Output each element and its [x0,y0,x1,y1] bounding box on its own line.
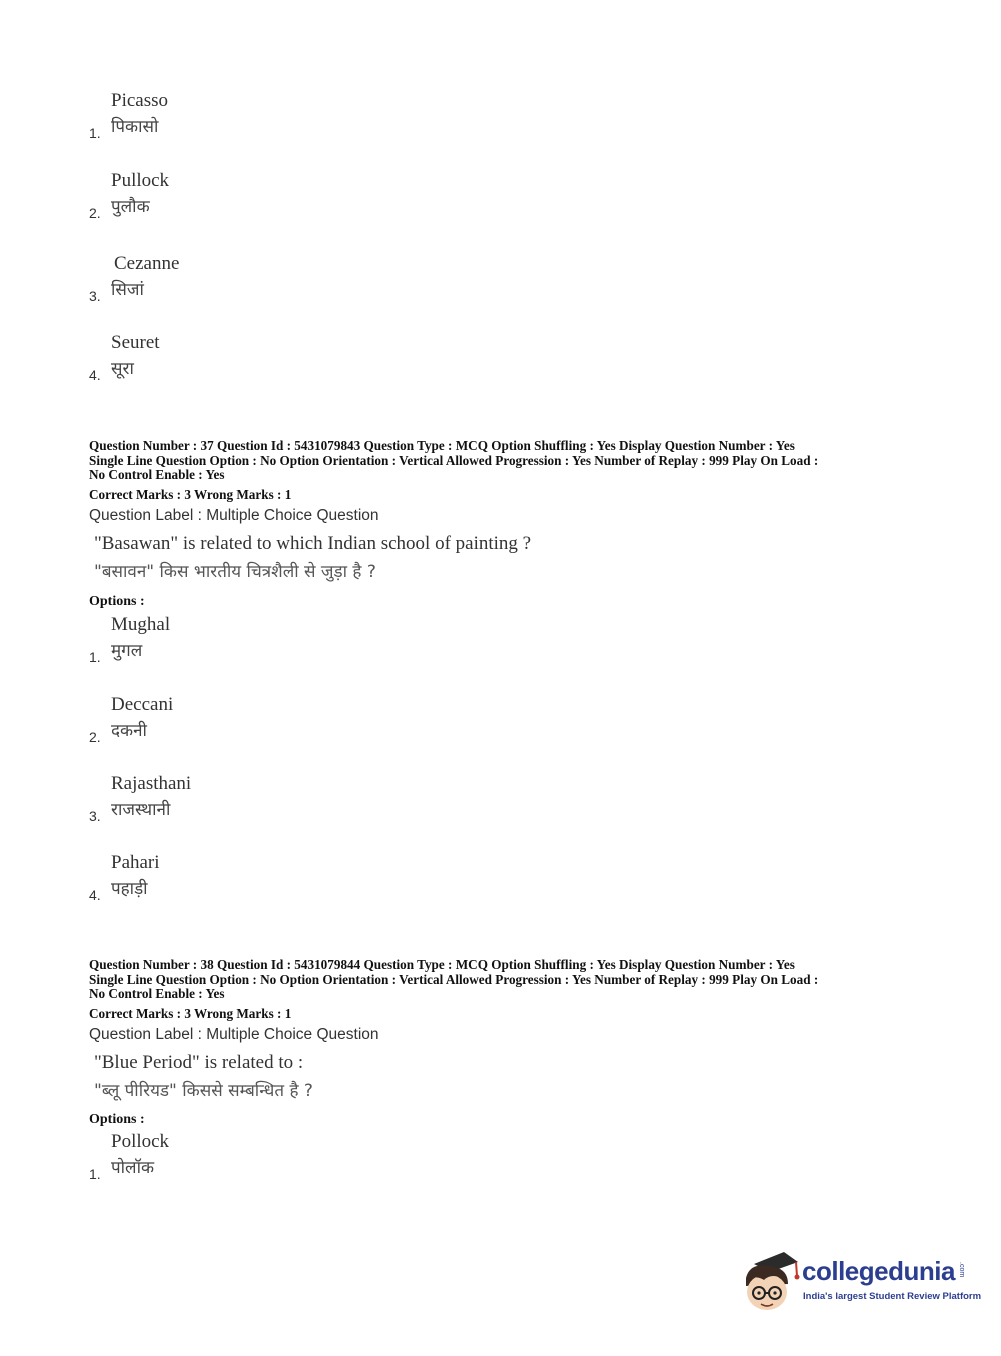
option-text-hi: पोलॉक [111,1158,155,1178]
option-text-en: Cezanne [114,253,180,274]
logo-name: collegedunia [802,1256,955,1286]
option-text-hi: पहाड़ी [111,879,148,899]
option-number: 4. [89,887,101,903]
option-number: 1. [89,1166,101,1182]
option-text-en: Pollock [111,1131,170,1152]
option-number: 3. [89,808,101,824]
option-text-hi: पुलौक [111,197,150,217]
option-item [89,694,489,764]
option-text-hi: मुगल [111,641,143,661]
option-text-en: Rajasthani [111,773,192,794]
option-item [89,332,489,402]
option-text-en: Mughal [111,614,171,635]
option-number: 1. [89,649,101,665]
question-meta [89,958,919,1002]
meta-line: Question Number : 38 Question Id : 5431079844 Question Type : MCQ Option Shuffling : Yes Display Question Number : Yes [89,957,795,972]
question-text-hi: "ब्लू पीरियड" किससे सम्बन्धित है ? [94,1081,313,1101]
question-label: Question Label : Multiple Choice Question [89,1026,379,1043]
meta-line: Single Line Question Option : No Option Orientation : Vertical Allowed Progression : Yes Number of Replay : 999 Play On Load : [89,452,819,468]
collegedunia-logo [740,1248,982,1318]
meta-line: Question Number : 37 Question Id : 5431079843 Question Type : MCQ Option Shuffling : Yes Display Question Number : Yes [89,438,795,453]
question-label: Question Label : Multiple Choice Question [89,507,379,524]
options-heading: Options : [89,1112,145,1127]
option-item [89,852,489,922]
meta-line: No Control Enable : Yes [89,467,225,482]
option-text-en: Picasso [111,90,168,111]
option-item [89,1131,489,1201]
option-item [89,170,489,240]
question-text-en: "Basawan" is related to which Indian school of painting ? [94,533,532,554]
option-text-hi: सूरा [111,359,134,379]
question-text-hi: "बसावन" किस भारतीय चित्रशैली से जुड़ा है ? [94,562,376,582]
option-text-en: Deccani [111,694,174,715]
option-item [89,614,489,684]
option-text-hi: राजस्थानी [111,800,171,820]
option-number: 3. [89,288,101,304]
option-number: 1. [89,125,101,141]
marks-info: Correct Marks : 3 Wrong Marks : 1 [89,1006,292,1021]
mascot-icon [740,1248,800,1314]
option-item [89,253,489,323]
option-number: 2. [89,205,101,221]
logo-tagline: India's largest Student Review Platform [803,1291,982,1302]
meta-line: No Control Enable : Yes [89,986,225,1001]
marks-info: Correct Marks : 3 Wrong Marks : 1 [89,487,292,502]
option-number: 2. [89,729,101,745]
option-text-en: Pullock [111,170,170,191]
logo-com: .com [958,1262,965,1278]
question-text-en: "Blue Period" is related to : [94,1052,304,1073]
option-text-hi: दकनी [111,721,147,741]
options-heading: Options : [89,594,145,609]
question-meta [89,439,919,483]
option-item [89,773,489,843]
meta-line: Single Line Question Option : No Option Orientation : Vertical Allowed Progression : Yes Number of Replay : 999 Play On Load : [89,971,819,987]
option-text-en: Pahari [111,852,160,873]
option-text-hi: पिकासो [111,117,159,137]
option-number: 4. [89,367,101,383]
option-text-en: Seuret [111,332,160,353]
option-text-hi: सिजां [111,280,144,300]
option-item [89,90,489,160]
